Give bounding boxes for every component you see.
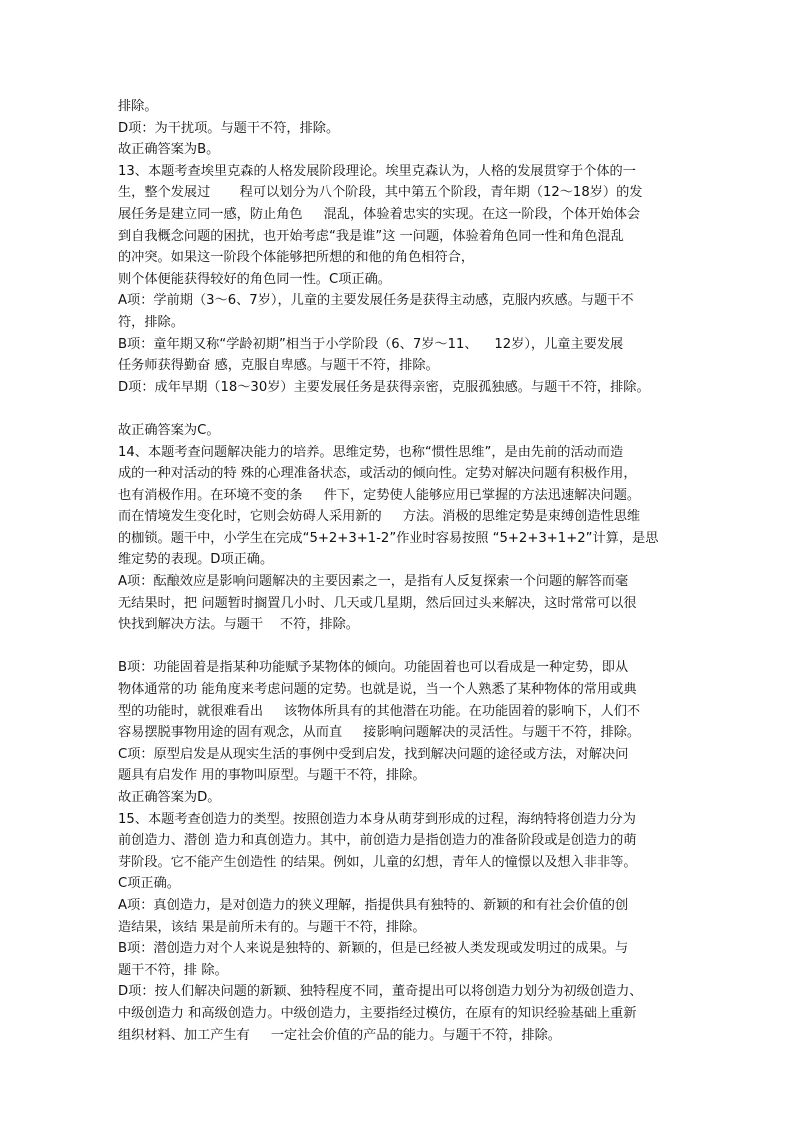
text-line: 到自我概念问题的困扰，也开始考虑“我是谁”这 一问题，体验着角色同一性和角色混乱 [118, 228, 624, 244]
text-line: 则个体便能获得较好的角色同一性。C项正确。 [118, 271, 391, 287]
text-line: 组织材料、加工产生有 一定社会价值的产品的能力。与题干不符，排除。 [118, 1027, 561, 1043]
text-line: 也有消极作用。在环境不变的条 件下，定势使人能够应用已掌握的方法迅速解决问题。 [118, 487, 641, 503]
text-line: B项：童年期又称“学龄初期”相当于小学阶段（6、7岁～11、 12岁），儿童主要发展 [118, 336, 624, 352]
text-line: 快找到解决方法。与题干 不符，排除。 [118, 617, 359, 633]
text-line: 成的一种对活动的特 殊的心理准备状态，或活动的倾向性。定势对解决问题有积极作用， [118, 466, 637, 482]
text-line: B项：功能固着是指某种功能赋予某物体的倾向。功能固着也可以看成是一种定势，即从 [118, 660, 629, 676]
text-line: 15、本题考查创造力的类型。按照创造力本身从萌芽到形成的过程，海纳特将创造力分为 [118, 811, 636, 827]
text-line: 中级创造力 和高级创造力。中级创造力，主要指经过模仿，在原有的知识经验基础上重新 [118, 1005, 637, 1021]
text-line: 型的功能时，就很难看出 该物体所具有的其他潜在功能。在功能固着的影响下，人们不 [118, 703, 641, 719]
text-line: 物体通常的功 能角度来考虑问题的定势。也就是说，当一个人熟悉了某种物体的常用或典 [118, 682, 637, 698]
text-line: B项：潜创造力对个人来说是独特的、新颖的，但是已经被人类发现或发明过的成果。与 [118, 941, 629, 957]
text-line: D项：为干扰项。与题干不符，排除。 [118, 120, 340, 136]
text-line: 题具有启发作 用的事物叫原型。与题干不符，排除。 [118, 768, 426, 784]
text-line: 题干不符，排 除。 [118, 962, 228, 978]
text-line: 故正确答案为C。 [118, 422, 220, 438]
text-line: C项正确。 [118, 876, 180, 892]
document-page [118, 96, 678, 1046]
text-line: 芽阶段。它不能产生创造性 的结果。例如，儿童的幻想，青年人的憧憬以及想入非非等。 [118, 854, 637, 870]
text-line: 排除。 [118, 99, 158, 114]
text-line: 任务师获得勤奋 感，克服自卑感。与题干不符，排除。 [118, 358, 439, 374]
text-line: 展任务是建立同一感，防止角色 混乱，体验着忠实的实现。在这一阶段，个体开始体会 [118, 206, 641, 222]
text-line: 而在情境发生变化时，它则会妨碍人采用新的 方法。消极的思维定势是束缚创造性思维 [118, 509, 641, 525]
text-line: D项：按人们解决问题的新颖、独特程度不同，董奇提出可以将创造力划分为初级创造力、 [118, 984, 643, 1000]
text-line: A项：真创造力，是对创造力的狭义理解，指提供具有独特的、新颖的和有社会价值的创 [118, 897, 629, 913]
text-line: 14、本题考查问题解决能力的培养。思维定势，也称“惯性思维”，是由先前的活动而造 [118, 444, 624, 460]
text-line: 容易摆脱事物用途的固有观念，从而直 接影响问题解决的灵活性。与题干不符，排除。 [118, 725, 641, 741]
text-line: 13、本题考查埃里克森的人格发展阶段理论。埃里克森认为，人格的发展贯穿于个体的一 [118, 163, 636, 179]
text-line: 无结果时，把 问题暂时搁置几小时、几天或几星期，然后回过头来解决，这时常常可以很 [118, 595, 637, 611]
text-line: D项：成年早期（18～30岁）主要发展任务是获得亲密，克服孤独感。与题干不符，排除。 [118, 379, 650, 395]
text-line: 故正确答案为B。 [118, 142, 220, 158]
text-line: 维定势的表现。D项正确。 [118, 552, 274, 568]
text-line: 符，排除。 [118, 314, 184, 330]
text-line: 前创造力、潜创 造力和真创造力。其中，前创造力是指创造力的准备阶段或是创造力的萌 [118, 833, 637, 849]
text-line: A项：酝酿效应是影响问题解决的主要因素之一，是指有人反复探索一个问题的解答而毫 [118, 574, 629, 590]
blank-line [118, 398, 678, 420]
text-line: 造结果，该结 果是前所未有的。与题干不符，排除。 [118, 919, 426, 935]
text-line: A项：学前期（3～6、7岁），儿童的主要发展任务是获得主动感，克服内疚感。与题干不 [118, 293, 634, 309]
text-line: 的枷锁。题干中，小学生在完成“5+2+3+1-2”作业时容易按照 “5+2+3+1+2”计算，是思 [118, 530, 659, 546]
blank-line [118, 636, 678, 658]
text-line: 故正确答案为D。 [118, 790, 221, 805]
text-line: C项：原型启发是从现实生活的事例中受到启发，找到解决问题的途径或方法，对解决问 [118, 746, 629, 762]
text-line: 的冲突。如果这一阶段个体能够把所想的和他的角色相符合， [118, 250, 475, 266]
text-line: 生，整个发展过 程可以划分为八个阶段，其中第五个阶段，青年期（12～18岁）的发 [118, 185, 643, 201]
